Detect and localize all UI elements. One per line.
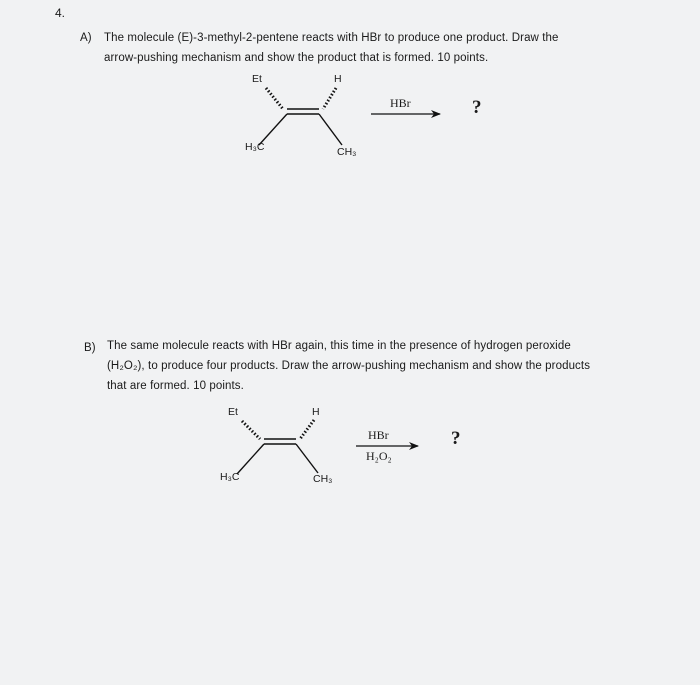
part-b-label: B): [84, 342, 96, 354]
part-b-h3c-label: H₃C: [220, 471, 240, 483]
part-a-ch3-label: CH₃: [337, 146, 357, 158]
part-b-bond-to-h3c: [237, 444, 264, 474]
part-b-hashed-bond-et: [242, 421, 260, 439]
part-a-bond-to-ch3: [319, 114, 342, 145]
part-b-text-line-1: The same molecule reacts with HBr again, this time in the presence of hydrogen peroxide: [107, 340, 571, 352]
part-a-text-line-2: arrow-pushing mechanism and show the product that is formed. 10 points.: [104, 52, 489, 64]
part-a-h3c-label: H₃C: [245, 141, 265, 153]
part-a-hashed-bond-h: [323, 88, 336, 109]
part-b-ch3-label: CH₃: [313, 473, 333, 485]
part-a-label: A): [80, 32, 92, 44]
part-b-text-line-2: (H₂O₂), to produce four products. Draw the arrow-pushing mechanism and show the products: [107, 360, 591, 372]
part-a-reagent: HBr: [390, 96, 411, 110]
part-a-bond-to-h3c: [259, 114, 287, 145]
part-b-product-unknown: ?: [451, 428, 461, 449]
part-b-h-label: H: [312, 406, 320, 418]
question-number: 4.: [55, 6, 66, 20]
part-b-text-line-3: that are formed. 10 points.: [107, 380, 244, 392]
part-b-hashed-bond-h: [300, 420, 314, 439]
part-a-hashed-bond-et: [266, 88, 283, 109]
part-b-alkene-structure: [237, 420, 318, 474]
part-a-alkene-structure: [259, 88, 342, 145]
part-a-h-label: H: [334, 73, 342, 85]
part-b-reagent-top: HBr: [368, 428, 389, 442]
part-a-text-line-1: The molecule (E)-3-methyl-2-pentene reacts with HBr to produce one product. Draw the: [104, 32, 559, 44]
part-b-bond-to-ch3: [296, 444, 318, 473]
part-b-reagent-bottom: H₂O₂: [366, 449, 392, 463]
part-a-product-unknown: ?: [472, 97, 482, 118]
part-a-et-label: Et: [252, 73, 262, 85]
part-b-et-label: Et: [228, 406, 238, 418]
